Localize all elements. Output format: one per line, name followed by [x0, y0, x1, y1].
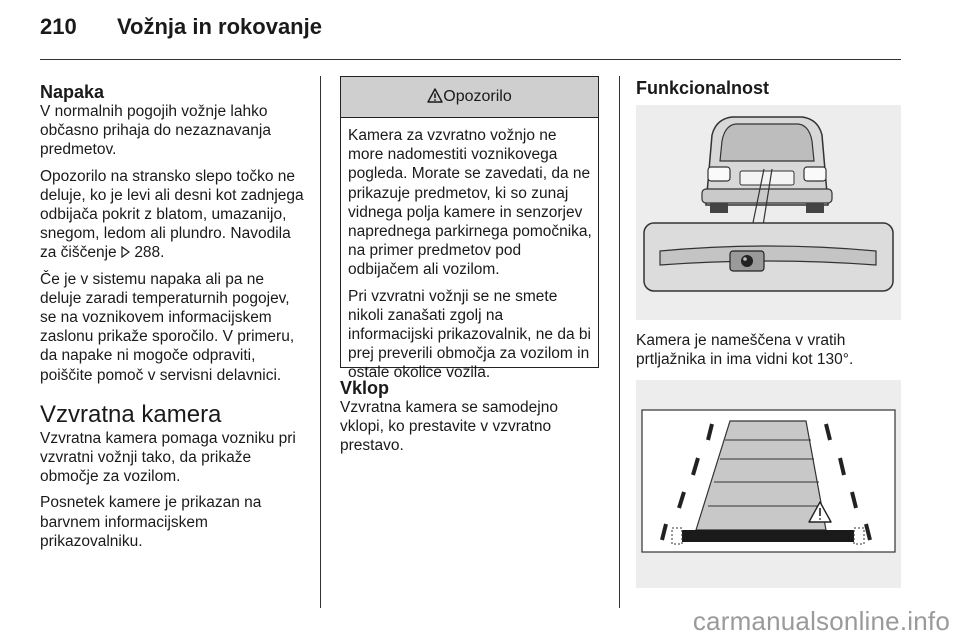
rear-bumper-guide-bar: [682, 530, 854, 542]
switch-on-section: [340, 378, 602, 463]
fault-paragraph-1: V normalnih pogojih vožnje lahko občasno prihaja do nezaznavanja predmetov.: [40, 103, 271, 159]
fault-paragraph-3: Če je v sistemu napaka ali pa ne deluje zaradi temperaturnih pogojev, se na voznikovem informacijskem zaslonu prikaže sporočilo. V primeru, da napake ni mogoče odpraviti, poiščite pomoč v servisni delavnici.: [40, 270, 295, 384]
warning-title: Opozorilo: [443, 88, 512, 105]
fault-paragraph-2: [40, 167, 308, 263]
column-divider-right: [619, 76, 620, 608]
column-divider-left: [320, 76, 321, 608]
fault-paragraph-2-text: Opozorilo na stransko slepo točko ne deluje, ko je levi ali desni kot zadnjega odbijača pokrit z blatom, umazanijo, snegom, ledom ali plundro. Navodila za čiščenje: [40, 167, 304, 262]
fault-heading: Napaka: [40, 82, 105, 102]
right-wheel: [806, 203, 824, 213]
rear-camera-heading: Vzvratna kamera: [40, 400, 222, 428]
warning-header: [341, 77, 598, 118]
switch-on-text: Vzvratna kamera se samodejno vklopi, ko prestavite v vzvratno prestavo.: [340, 399, 558, 455]
camera-caption: Kamera je nameščena v vratih prtljažnika in ima vidni kot 130°.: [636, 332, 854, 369]
right-tail-light: [804, 167, 826, 181]
rear-camera-paragraph-2: Posnetek kamere je prikazan na barvnem informacijskem prikazovalniku.: [40, 494, 262, 550]
switch-on-heading: Vklop: [340, 378, 390, 398]
left-column: [40, 82, 308, 558]
warning-paragraph-1: Kamera za vzvratno vožnjo ne more nadomestiti voznikovega pogleda. Morate se zavedati, da ne prikazuje predmetov, ki so zunaj vidnega polja kamere in senzorjev naprednega parkirnega pomočnika, na primer predmetov pod odbijačem ali vozilom.: [348, 127, 592, 279]
section-title: Vožnja in rokovanje: [117, 14, 322, 39]
rear-camera-paragraph-1: Vzvratna kamera pomaga vozniku pri vzvratni vožnji tako, da prikaže območje za vozilom.: [40, 429, 296, 486]
camera-lens-icon: [741, 255, 753, 267]
header-divider: [40, 59, 901, 60]
camera-location-illustration: [636, 105, 901, 320]
functionality-heading: Funkcionalnost: [636, 78, 770, 98]
page-reference-arrow-icon: [121, 246, 130, 258]
watermark: carmanualsonline.info: [692, 606, 950, 636]
camera-caption-wrap: [636, 331, 900, 376]
warning-box: [340, 76, 599, 382]
left-tail-light: [708, 167, 730, 181]
license-plate: [740, 171, 794, 185]
warning-paragraph-2: Pri vzvratni vožnji se ne smete nikoli zanašati zgolj na informacijski prikazovalnik, ne da bi prej preverili območja za vozilom in ostale okolice vozila.: [348, 287, 591, 382]
rear-view-display-illustration: [636, 380, 901, 588]
warning-body: [341, 118, 598, 383]
page-number: 210: [40, 14, 77, 39]
fault-page-reference[interactable]: 288.: [134, 244, 165, 262]
warning-triangle-icon: [427, 88, 443, 103]
functionality-heading-wrap: [636, 78, 769, 98]
rear-window: [720, 124, 814, 161]
left-wheel: [710, 203, 728, 213]
